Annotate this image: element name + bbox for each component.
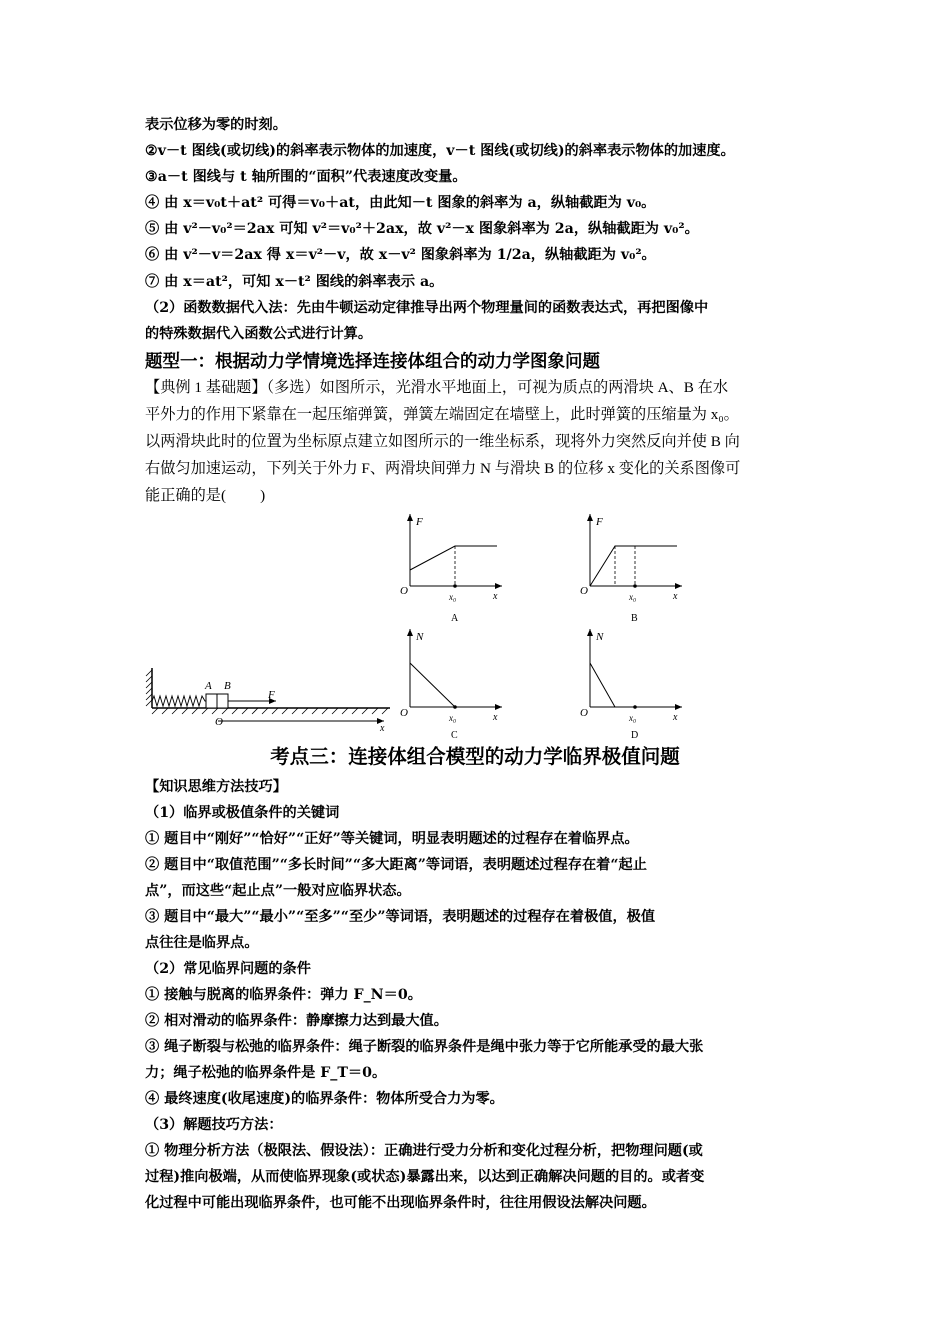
y-label: N	[596, 631, 604, 643]
label-b: B	[224, 680, 231, 692]
option-label: C	[451, 730, 458, 738]
text-line: ③ 题目中“最大”“最小”“至多”“至少”等词语，表明题述的过程存在着极值，极值	[145, 909, 656, 925]
block-a	[206, 694, 217, 708]
label-axis: x	[380, 723, 385, 734]
wall-hatching	[146, 670, 152, 706]
text-line: ③ 绳子断裂与松弛的临界条件：绳子断裂的临界条件是绳中张力等于它所能承受的最大张	[145, 1039, 704, 1055]
text-line: 过程)推向极端，从而使临界现象(或状态)暴露出来，以达到正确解决问题的目的。或者变	[145, 1169, 705, 1185]
origin-label: O	[400, 707, 408, 719]
label-a: A	[205, 680, 212, 692]
y-label: F	[596, 516, 603, 528]
example-line: 平外力的作用下紧靠在一起压缩弹簧，弹簧左端固定在墙壁上，此时弹簧的压缩量为 x₀。	[145, 406, 739, 423]
text-line: ③a－t 图线与 t 轴所围的“面积”代表速度改变量。	[145, 169, 467, 185]
example-line: 能正确的是( )	[145, 487, 266, 504]
tick-dot	[453, 584, 457, 588]
text-line: 点”，而这些“起止点”一般对应临界状态。	[145, 883, 411, 899]
text-line: 的特殊数据代入函数公式进行计算。	[145, 326, 373, 342]
graph-curve	[410, 663, 455, 707]
text-line: ① 接触与脱离的临界条件：弹力 F_N＝0。	[145, 987, 422, 1003]
text-line: ⑦ 由 x＝at²，可知 x－t² 图线的斜率表示 a。	[145, 274, 444, 290]
text-line: （2）常见临界问题的条件	[145, 961, 311, 977]
block-b	[217, 694, 228, 708]
example-line: 右做匀加速运动，下列关于外力 F、两滑块间弹力 N 与滑块 B 的位移 x 变化的关系图像可	[145, 460, 741, 477]
section-heading: 题型一：根据动力学情境选择连接体组合的动力学图象问题	[145, 352, 600, 372]
problem-figure	[140, 508, 720, 738]
spring	[152, 696, 206, 706]
x-label: x	[493, 591, 498, 602]
text-line: ②v－t 图线(或切线)的斜率表示物体的加速度，v－t 图线(或切线)的斜率表示物体的加速度。	[145, 143, 735, 159]
origin-label: O	[400, 585, 408, 597]
text-line: （2）函数数据代入法：先由牛顿运动定律推导出两个物理量间的函数表达式，再把图像中	[145, 300, 709, 316]
text-line: ① 题目中“刚好”“恰好”“正好”等关键词，明显表明题述的过程存在着临界点。	[145, 831, 639, 847]
text-line: 【知识思维方法技巧】	[145, 779, 287, 795]
example-line: 【典例 1 基础题】（多选）如图所示，光滑水平地面上，可视为质点的两滑块 A、B 在水	[145, 379, 729, 396]
y-label: F	[416, 516, 423, 528]
tick-label: x₀	[629, 713, 637, 723]
text-line: ① 物理分析方法（极限法、假设法）：正确进行受力分析和变化过程分析，把物理问题(或	[145, 1143, 703, 1159]
graph-curve	[590, 546, 677, 586]
example-line: 以两滑块此时的位置为坐标原点建立如图所示的一维坐标系，现将外力突然反向并使 B 向	[145, 433, 740, 450]
topic-heading: 考点三：连接体组合模型的动力学临界极值问题	[270, 745, 680, 768]
graph-d	[580, 629, 682, 738]
tick-dot	[453, 705, 457, 709]
y-label: N	[416, 631, 424, 643]
text-line: （1）临界或极值条件的关键词	[145, 805, 340, 821]
label-origin: O	[215, 716, 223, 728]
option-label: D	[631, 730, 639, 738]
option-label: A	[451, 613, 459, 624]
tick-label: x₀	[449, 713, 457, 723]
text-line: ⑥ 由 v²－v＝2ax 得 x＝v²－v，故 x－v² 图象斜率为 1/2a，纵轴截距为 v₀²。	[145, 247, 656, 263]
ground-hatching	[152, 708, 388, 714]
text-line: 点往往是临界点。	[145, 935, 259, 951]
tick-dot	[633, 705, 637, 709]
text-line: ② 题目中“取值范围”“多长时间”“多大距离”等词语，表明题述过程存在着“起止	[145, 857, 647, 873]
spring-setup-diagram	[146, 668, 390, 734]
tick-label: x₀	[629, 592, 637, 602]
graph-c	[400, 629, 502, 738]
text-line: ④ 最终速度(收尾速度)的临界条件：物体所受合力为零。	[145, 1091, 504, 1107]
label-f: F	[268, 689, 275, 701]
text-line: 化过程中可能出现临界条件，也可能不出现临界条件时，往往用假设法解决问题。	[145, 1195, 656, 1211]
text-line: ④ 由 x＝v₀t＋at² 可得＝v₀＋at，由此知－t 图象的斜率为 a，纵轴截距为 v₀。	[145, 195, 656, 211]
origin-label: O	[580, 707, 588, 719]
text-line: ② 相对滑动的临界条件：静摩擦力达到最大值。	[145, 1013, 448, 1029]
tick-label: x₀	[449, 592, 457, 602]
graph-a	[400, 514, 502, 624]
graph-b	[580, 514, 682, 624]
x-label: x	[493, 712, 498, 723]
x-label: x	[673, 712, 678, 723]
text-line: 表示位移为零的时刻。	[145, 117, 287, 133]
tick-dot	[633, 584, 637, 588]
origin-label: O	[580, 585, 588, 597]
option-label: B	[631, 613, 638, 624]
x-label: x	[673, 591, 678, 602]
text-line: （3）解题技巧方法：	[145, 1117, 283, 1133]
graph-curve	[410, 546, 497, 570]
text-line: ⑤ 由 v²－v₀²＝2ax 可知 v²＝v₀²＋2ax，故 v²－x 图象斜率为 2a，纵轴截距为 v₀²。	[145, 221, 699, 237]
graph-curve	[590, 663, 615, 707]
text-line: 力；绳子松弛的临界条件是 F_T＝0。	[145, 1065, 387, 1081]
